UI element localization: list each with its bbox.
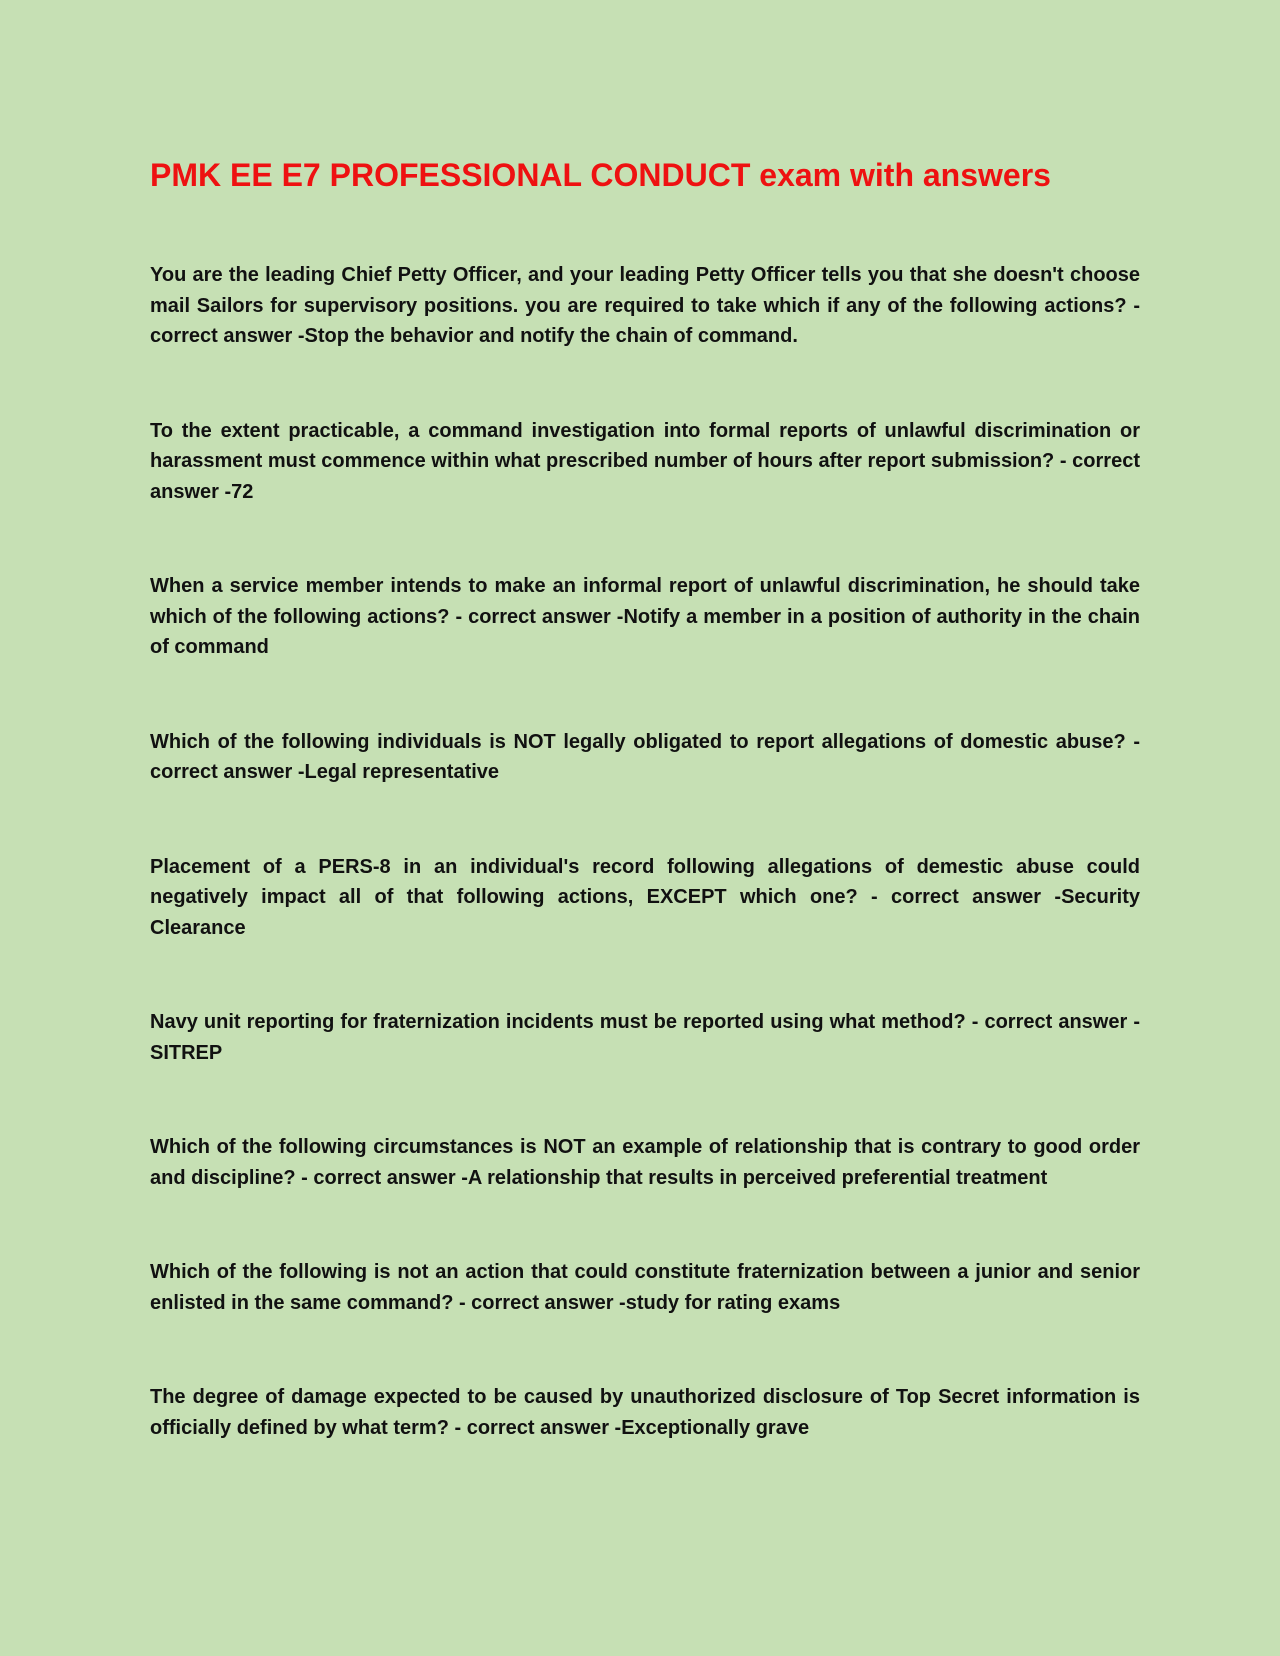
qa-item-4: Which of the following individuals is NOT legally obligated to report allegations of domestic abuse? - correct answer -Legal representative xyxy=(150,730,1140,783)
qa-list xyxy=(150,260,1140,1443)
qa-item-1: You are the leading Chief Petty Officer, and your leading Petty Officer tells you that she doesn't choose mail Sailors for supervisory positions. you are required to take which if any of the following actions? - correct answer -Stop the behavior and notify the chain of command. xyxy=(150,264,1140,347)
qa-item-7: Which of the following circumstances is NOT an example of relationship that is contrary to good order and discipline? - correct answer -A relationship that results in perceived preferential treatment xyxy=(150,1136,1140,1189)
qa-item-2: To the extent practicable, a command investigation into formal reports of unlawful discrimination or harassment must commence within what prescribed number of hours after report submission? - correct answer -72 xyxy=(150,419,1140,503)
qa-item-3: When a service member intends to make an informal report of unlawful discrimination, he should take which of the following actions? - correct answer -Notify a member in a position of authority in the chain of command xyxy=(150,575,1140,658)
qa-item-5: Placement of a PERS-8 in an individual's record following allegations of demestic abuse could negatively impact all of that following actions, EXCEPT which one? - correct answer -Security Clearance xyxy=(150,855,1140,939)
qa-item-8: Which of the following is not an action that could constitute fraternization between a junior and senior enlisted in the same command? - correct answer -study for rating exams xyxy=(150,1261,1140,1314)
document-title: PMK EE E7 PROFESSIONAL CONDUCT exam with answers xyxy=(150,157,1051,193)
qa-item-6: Navy unit reporting for fraternization incidents must be reported using what method? - correct answer -SITREP xyxy=(150,1011,1140,1064)
qa-item-9: The degree of damage expected to be caused by unauthorized disclosure of Top Secret information is officially defined by what term? - correct answer -Exceptionally grave xyxy=(150,1386,1140,1439)
